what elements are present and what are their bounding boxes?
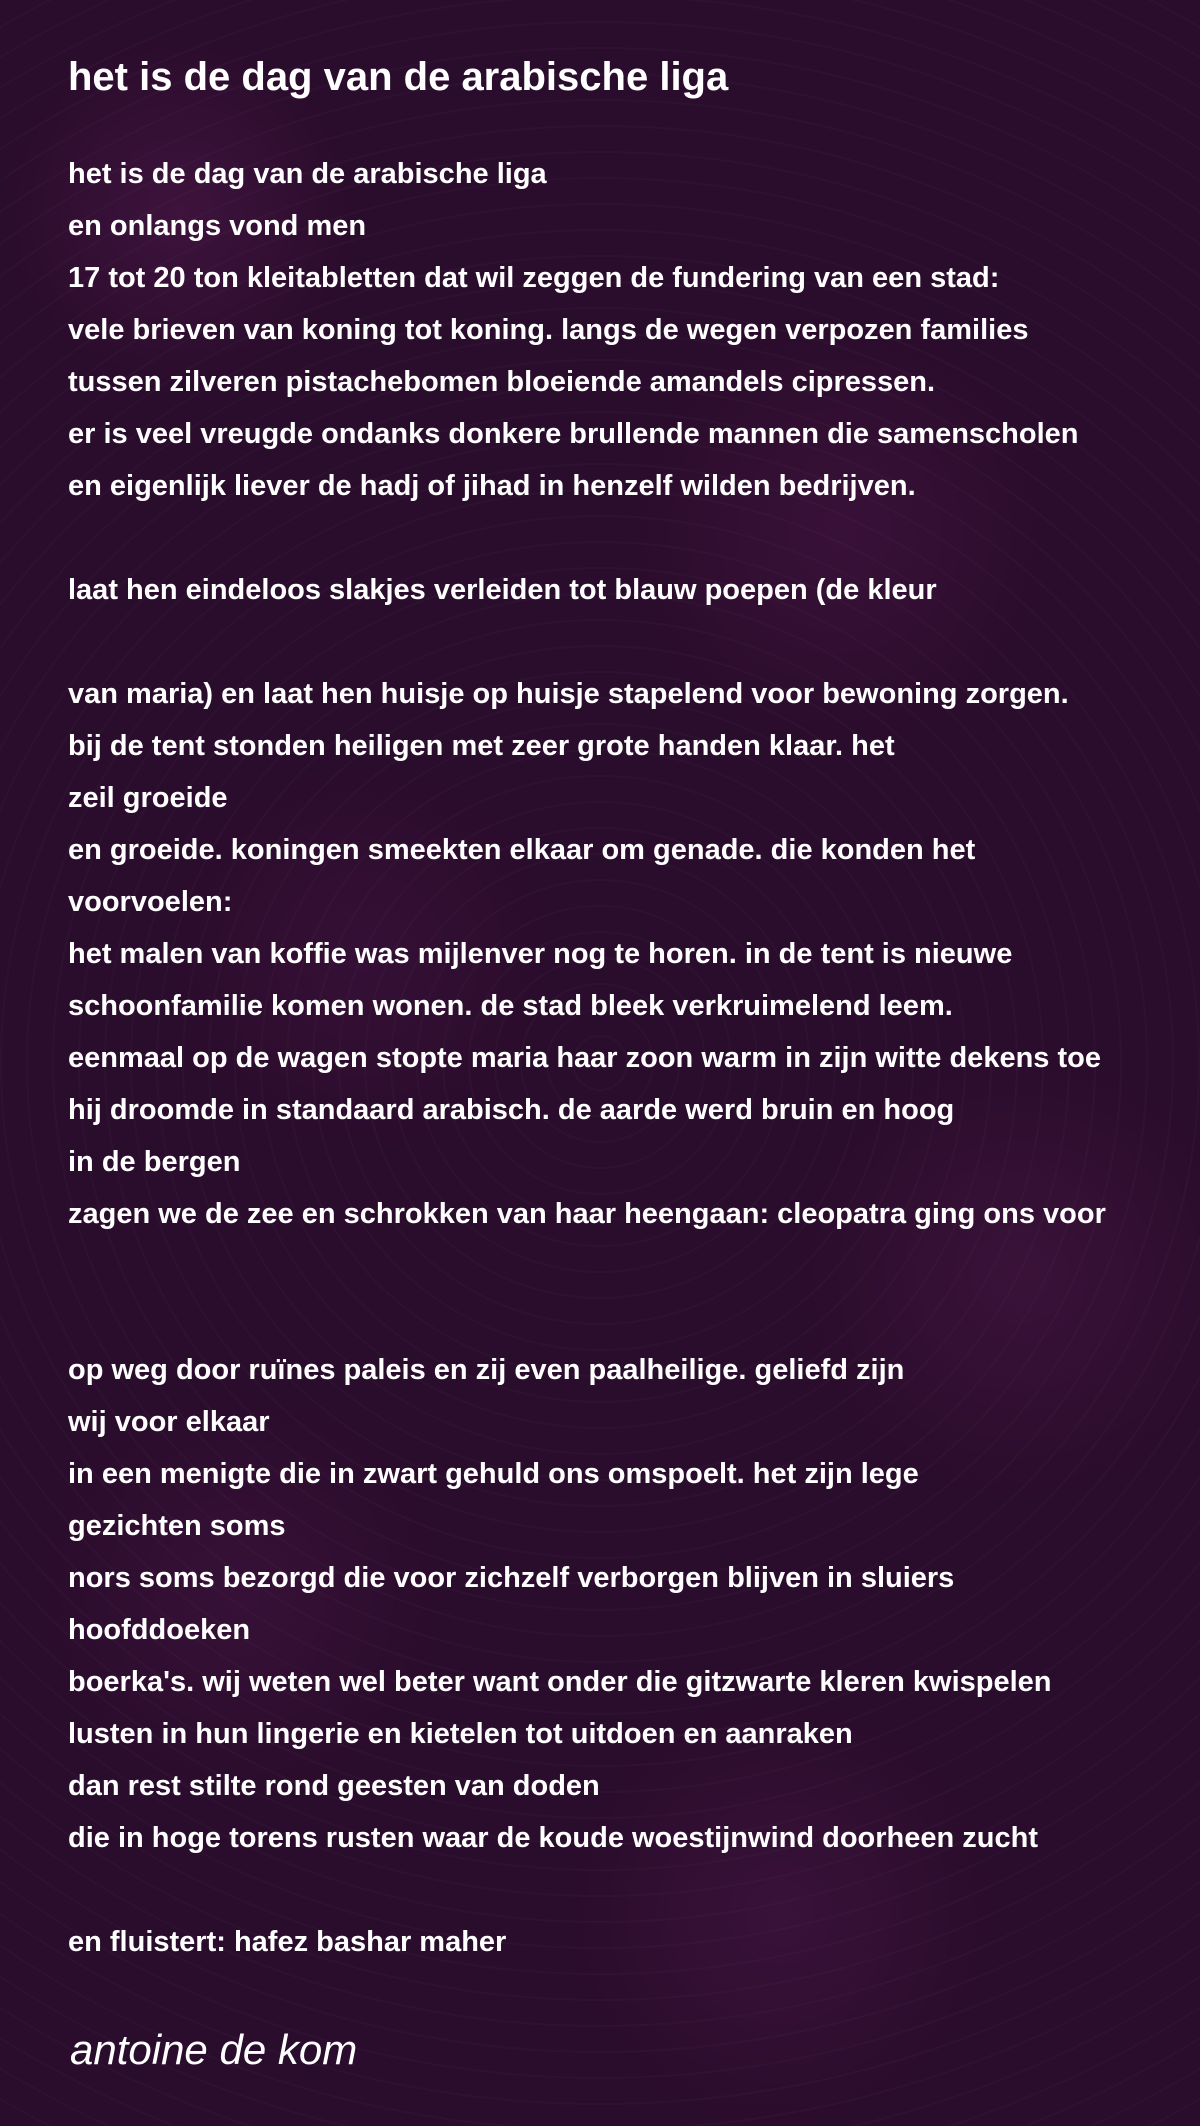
poem-blank-line (68, 616, 1200, 668)
poem-line: van maria) en laat hen huisje op huisje stapelend voor bewoning zorgen. (68, 678, 1069, 710)
poem-line: het is de dag van de arabische liga (68, 158, 547, 190)
poem-line: en eigenlijk liever de hadj of jihad in henzelf wilden bedrijven. (68, 470, 916, 502)
poem-line: en onlangs vond men (68, 210, 367, 242)
poem-line: laat hen eindeloos slakjes verleiden tot blauw poepen (de kleur (68, 574, 937, 606)
poem-line: nors soms bezorgd die voor zichzelf verborgen blijven in sluiers (68, 1562, 955, 1594)
poem-line: wij voor elkaar (68, 1406, 270, 1438)
poem-line: schoonfamilie komen wonen. de stad bleek verkruimelend leem. (68, 990, 953, 1022)
poem-blank-line (68, 1292, 1200, 1344)
poem-line: hoofddoeken (68, 1614, 251, 1646)
poem-line: en fluistert: hafez bashar maher (68, 1926, 507, 1958)
poem-line: hij droomde in standaard arabisch. de aarde werd bruin en hoog (68, 1094, 955, 1126)
poem-line: zeil groeide (68, 782, 228, 814)
poem-line: bij de tent stonden heiligen met zeer grote handen klaar. het (68, 730, 895, 762)
poem-line: in de bergen (68, 1146, 241, 1178)
poem-line: in een menigte die in zwart gehuld ons omspoelt. het zijn lege (68, 1458, 919, 1490)
poem-line: lusten in hun lingerie en kietelen tot uitdoen en aanraken (68, 1718, 853, 1750)
poem-line: op weg door ruïnes paleis en zij even paalheilige. geliefd zijn (68, 1354, 905, 1386)
poem-line: vele brieven van koning tot koning. langs de wegen verpozen families (68, 314, 1029, 346)
poem-line: boerka's. wij weten wel beter want onder die gitzwarte kleren kwispelen (68, 1666, 1052, 1698)
poem-blank-line (68, 512, 1200, 564)
poem-line: er is veel vreugde ondanks donkere brullende mannen die samenscholen (68, 418, 1079, 450)
poem-line: gezichten soms (68, 1510, 286, 1542)
poem-line: zagen we de zee en schrokken van haar heengaan: cleopatra ging ons voor (68, 1198, 1106, 1230)
poem-line: 17 tot 20 ton kleitabletten dat wil zeggen de fundering van een stad: (68, 262, 1000, 294)
poem-blank-line (68, 1864, 1200, 1916)
poem-line: eenmaal op de wagen stopte maria haar zoon warm in zijn witte dekens toe (68, 1042, 1101, 1074)
poem-container (68, 50, 1200, 1958)
poem-line: voorvoelen: (68, 886, 233, 918)
poem-body (68, 148, 1200, 1968)
poem-line: het malen van koffie was mijlenver nog te horen. in de tent is nieuwe (68, 938, 1013, 970)
poem-title: het is de dag van de arabische liga (68, 55, 729, 99)
poem-line: die in hoge torens rusten waar de koude woestijnwind doorheen zucht (68, 1822, 1038, 1854)
poem-line: dan rest stilte rond geesten van doden (68, 1770, 600, 1802)
poem-author: antoine de kom (70, 2026, 358, 2073)
poem-line: tussen zilveren pistachebomen bloeiende amandels cipressen. (68, 366, 936, 398)
poem-line: en groeide. koningen smeekten elkaar om genade. die konden het (68, 834, 976, 866)
poem-blank-line (68, 1240, 1200, 1292)
